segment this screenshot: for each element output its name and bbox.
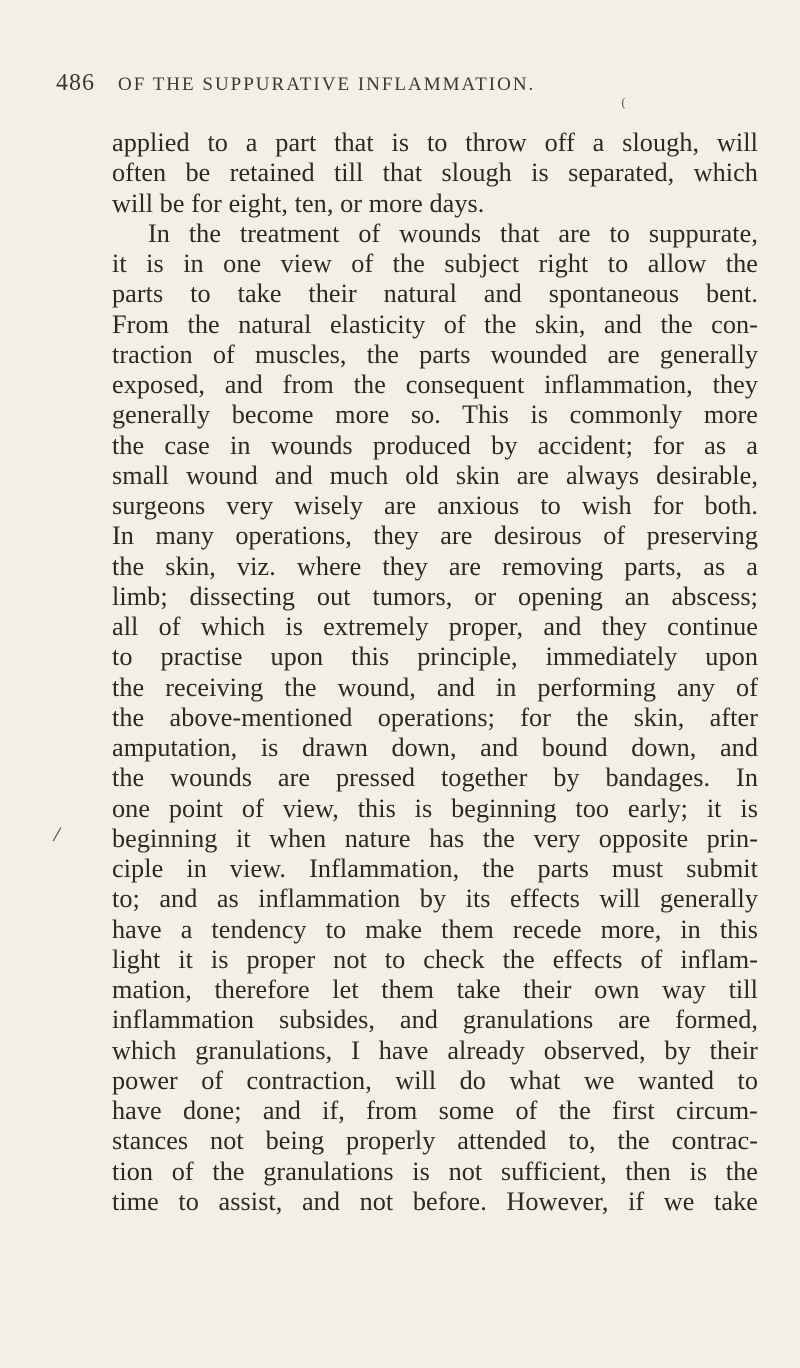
text-line-25: ciple in view. Inflammation, the parts must submit — [112, 854, 758, 883]
text-line-15: the skin, viz. where they are removing parts, as a — [112, 551, 758, 581]
text-line-4: In the treatment of wounds that are to suppurate, — [148, 218, 758, 248]
text-line-28: light it is proper not to check the effects of inflam- — [112, 944, 758, 974]
text-line-18: to practise upon this principle, immediately upon — [112, 642, 758, 672]
text-line-2: often be retained till that slough is separated, which — [112, 158, 758, 188]
text-line-6: parts to take their natural and spontaneous bent. — [112, 279, 758, 309]
text-line-30: inflammation subsides, and granulations are formed, — [112, 1005, 758, 1035]
text-line-3: will be for eight, ten, or more days. — [112, 188, 485, 218]
text-line-19: the receiving the wound, and in performing any of — [112, 672, 758, 702]
text-line-16: limb; dissecting out tumors, or opening an abscess; — [112, 581, 758, 611]
text-line-22: the wounds are pressed together by bandages. In — [112, 763, 758, 793]
text-line-36: time to assist, and not before. However, if we take — [112, 1186, 758, 1216]
text-line-35: tion of the granulations is not sufficient, then is the — [112, 1156, 758, 1186]
page-number: 486 — [56, 70, 95, 96]
text-line-13: surgeons very wisely are anxious to wish for both. — [112, 491, 758, 520]
page-mark: ( — [621, 96, 626, 110]
text-line-8: traction of muscles, the parts wounded are generally — [112, 339, 758, 369]
body-text — [112, 128, 758, 1217]
text-line-14: In many operations, they are desirous of preserving — [112, 521, 758, 551]
text-line-21: amputation, is drawn down, and bound down, and — [112, 733, 758, 762]
text-line-33: have done; and if, from some of the first circum- — [112, 1096, 758, 1125]
text-line-24: beginning it when nature has the very opposite prin- — [112, 823, 758, 853]
text-line-27: have a tendency to make them recede more, in this — [112, 914, 758, 944]
text-line-17: all of which is extremely proper, and they continue — [112, 612, 758, 641]
text-line-26: to; and as inflammation by its effects will generally — [112, 884, 758, 914]
running-title: OF THE SUPPURATIVE INFLAMMATION. — [118, 74, 536, 95]
text-line-11: the case in wounds produced by accident; for as a — [112, 430, 758, 460]
running-head — [56, 70, 756, 104]
text-line-7: From the natural elasticity of the skin, and the con- — [112, 309, 758, 339]
text-line-10: generally become more so. This is commonly more — [112, 400, 758, 430]
text-line-9: exposed, and from the consequent inflammation, they — [112, 370, 758, 399]
text-line-12: small wound and much old skin are always desirable, — [112, 460, 758, 490]
text-line-1: applied to a part that is to throw off a slough, will — [112, 128, 758, 157]
text-line-23: one point of view, this is beginning too early; it is — [112, 793, 758, 823]
text-line-32: power of contraction, will do what we wanted to — [112, 1065, 758, 1095]
text-line-34: stances not being properly attended to, the contrac- — [112, 1126, 758, 1156]
margin-mark: / — [51, 823, 63, 846]
text-line-29: mation, therefore let them take their own way till — [112, 975, 758, 1004]
text-line-20: the above-mentioned operations; for the skin, after — [112, 702, 758, 732]
text-line-31: which granulations, I have already observed, by their — [112, 1035, 758, 1065]
text-line-5: it is in one view of the subject right to allow the — [112, 249, 758, 278]
